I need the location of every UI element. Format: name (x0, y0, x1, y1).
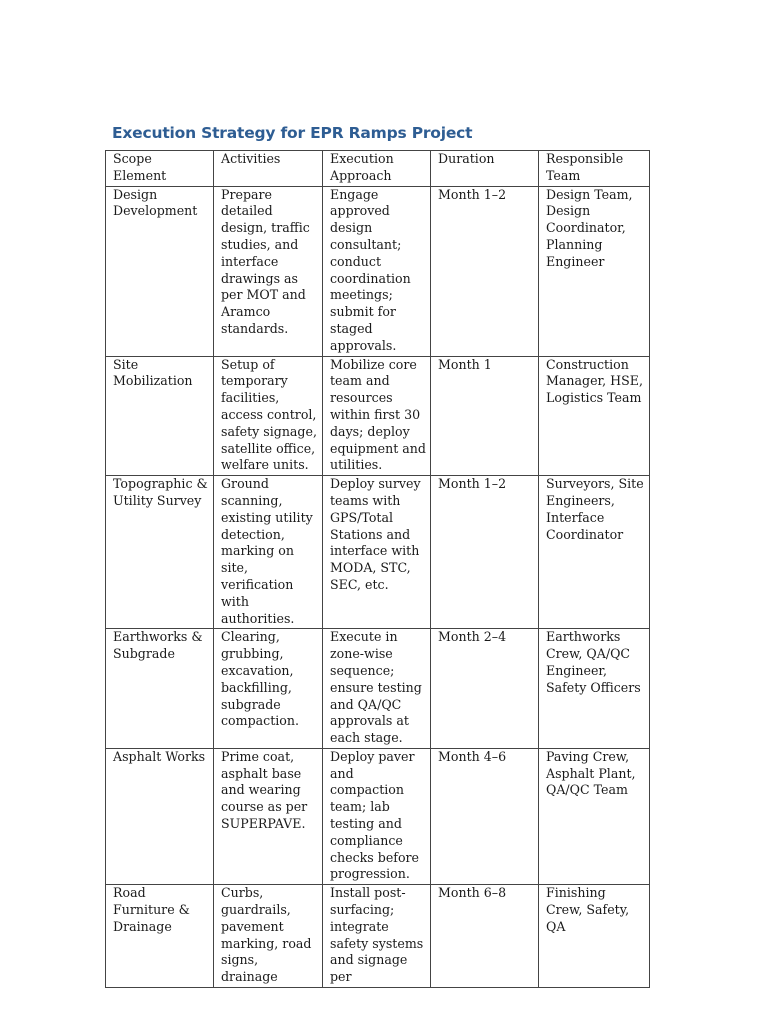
cell-responsible-team: Design Team, Design Coordinator, Planning Engineer (539, 186, 650, 356)
cell-scope-element: Asphalt Works (106, 748, 214, 884)
cell-scope-element: Road Furniture & Drainage (106, 885, 214, 988)
cell-responsible-team: Earthworks Crew, QA/QC Engineer, Safety Officers (539, 629, 650, 749)
cell-duration: Month 6–8 (431, 885, 539, 988)
cell-scope-element: Site Mobilization (106, 356, 214, 476)
table-row (106, 356, 650, 476)
cell-responsible-team: Finishing Crew, Safety, QA (539, 885, 650, 988)
header-duration: Duration (431, 151, 539, 187)
cell-execution-approach: Execute in zone-wise sequence; ensure testing and QA/QC approvals at each stage. (323, 629, 431, 749)
header-execution-approach: Execution Approach (323, 151, 431, 187)
cell-scope-element: Earthworks & Subgrade (106, 629, 214, 749)
cell-duration: Month 1 (431, 356, 539, 476)
cell-activities: Prime coat, asphalt base and wearing course as per SUPERPAVE. (214, 748, 323, 884)
cell-activities: Ground scanning, existing utility detection, marking on site, verification with authorities. (214, 476, 323, 629)
cell-scope-element: Design Development (106, 186, 214, 356)
cell-duration: Month 4–6 (431, 748, 539, 884)
cell-duration: Month 1–2 (431, 476, 539, 629)
table-row (106, 186, 650, 356)
cell-activities: Clearing, grubbing, excavation, backfilling, subgrade compaction. (214, 629, 323, 749)
cell-execution-approach: Deploy survey teams with GPS/Total Stations and interface with MODA, STC, SEC, etc. (323, 476, 431, 629)
header-responsible-team: Responsible Team (539, 151, 650, 187)
cell-execution-approach: Deploy paver and compaction team; lab testing and compliance checks before progression. (323, 748, 431, 884)
cell-responsible-team: Construction Manager, HSE, Logistics Team (539, 356, 650, 476)
cell-execution-approach: Install post-surfacing; integrate safety systems and signage per (323, 885, 431, 988)
header-activities: Activities (214, 151, 323, 187)
cell-activities: Prepare detailed design, traffic studies, and interface drawings as per MOT and Aramco standards. (214, 186, 323, 356)
cell-responsible-team: Paving Crew, Asphalt Plant, QA/QC Team (539, 748, 650, 884)
execution-strategy-table-container (105, 150, 649, 985)
table-row (106, 748, 650, 884)
table-row (106, 629, 650, 749)
header-scope-element: Scope Element (106, 151, 214, 187)
cell-duration: Month 1–2 (431, 186, 539, 356)
cell-execution-approach: Mobilize core team and resources within first 30 days; deploy equipment and utilities. (323, 356, 431, 476)
cell-duration: Month 2–4 (431, 629, 539, 749)
table-row (106, 476, 650, 629)
table-row (106, 885, 650, 988)
document-title: Execution Strategy for EPR Ramps Project (112, 124, 473, 142)
cell-activities: Setup of temporary facilities, access control, safety signage, satellite office, welfare units. (214, 356, 323, 476)
table-header-row (106, 151, 650, 187)
execution-strategy-table (105, 150, 650, 988)
cell-scope-element: Topographic & Utility Survey (106, 476, 214, 629)
cell-responsible-team: Surveyors, Site Engineers, Interface Coordinator (539, 476, 650, 629)
cell-execution-approach: Engage approved design consultant; conduct coordination meetings; submit for staged approvals. (323, 186, 431, 356)
cell-activities: Curbs, guardrails, pavement marking, road signs, drainage (214, 885, 323, 988)
